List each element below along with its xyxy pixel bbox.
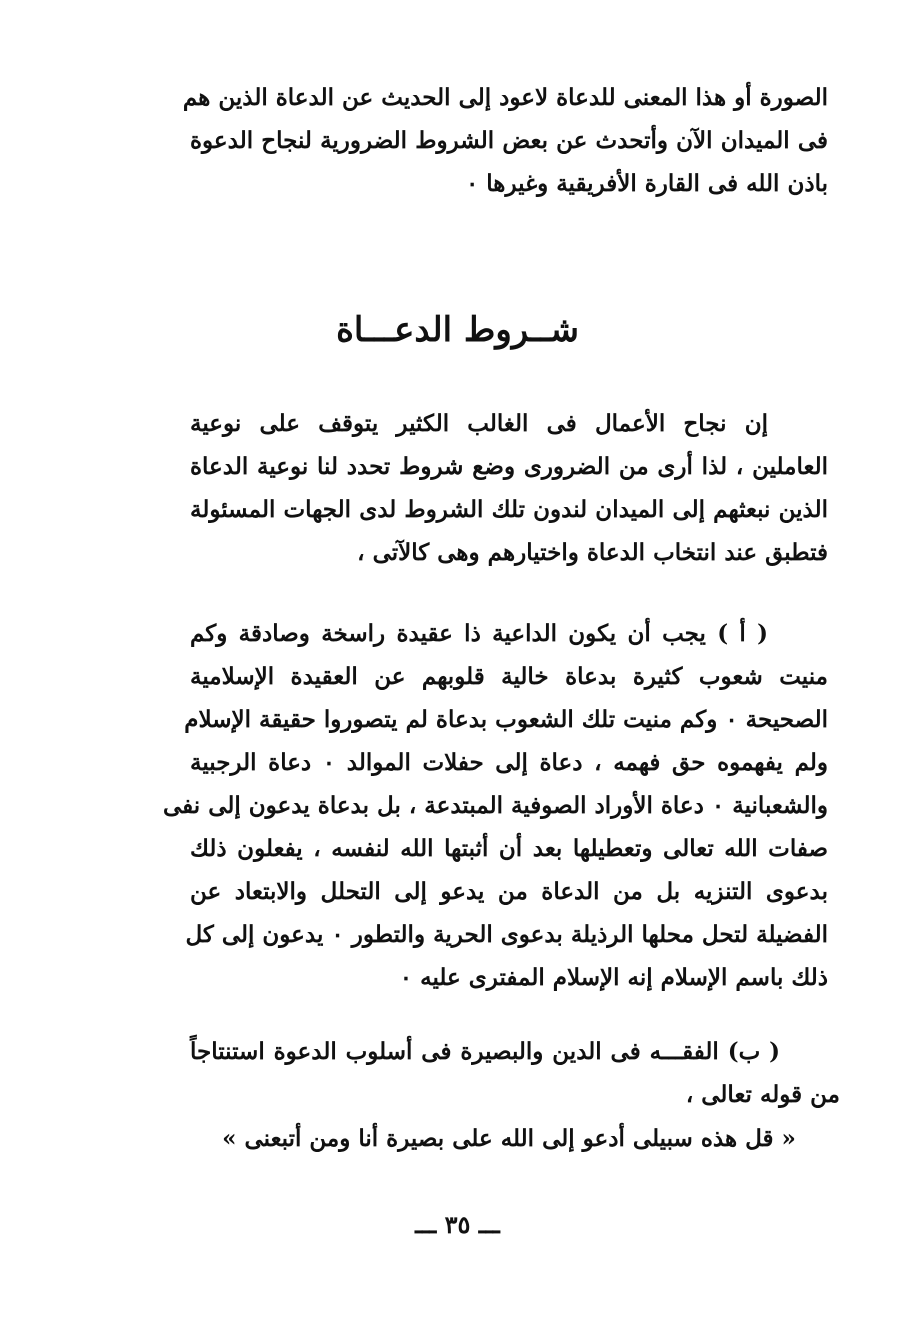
- quote-line: « قل هذه سبيلى أدعو إلى الله على بصيرة أنا ومن أتبعنى »: [222, 1125, 796, 1152]
- text-line: والشعبانية ٠ دعاة الأوراد الصوفية المبتدعة ، بل بدعاة يدعون إلى نفى: [163, 792, 828, 819]
- section-heading: شــروط الدعـــاة: [336, 310, 579, 350]
- text-line: صفات الله تعالى وتعطيلها بعد أن أثبتها الله لنفسه ، يفعلون ذلك: [190, 835, 828, 862]
- text-line: من قوله تعالى ،: [685, 1081, 840, 1108]
- page-number: ـــ ٣٥ ـــ: [415, 1210, 500, 1239]
- text-line: باذن الله فى القارة الأفريقية وغيرها ٠: [465, 170, 828, 197]
- text-line: الذين نبعثهم إلى الميدان لندون تلك الشروط لدى الجهات المسئولة: [190, 496, 828, 523]
- text-line: منيت شعوب كثيرة بدعاة خالية قلوبهم عن العقيدة الإسلامية: [190, 663, 828, 690]
- intro-paragraph: [182, 76, 828, 205]
- text-line: ( أ ) يجب أن يكون الداعية ذا عقيدة راسخة وصادقة وكم: [190, 620, 768, 647]
- text-line: ولم يفهموه حق فهمه ، دعاة إلى حفلات الموالد ٠ دعاة الرجبية: [190, 749, 828, 776]
- paragraph-condition-b: [190, 1030, 840, 1116]
- text-line: إن نجاح الأعمال فى الغالب الكثير يتوقف على نوعية: [190, 410, 768, 437]
- paragraph-condition-a: [163, 612, 828, 999]
- paragraph-conditions-intro: [190, 402, 828, 574]
- text-line: الصورة أو هذا المعنى للدعاة لاعود إلى الحديث عن الدعاة الذين هم: [182, 84, 828, 111]
- text-line: العاملين ، لذا أرى من الضرورى وضع شروط تحدد لنا نوعية الدعاة: [190, 453, 828, 480]
- text-line: ( ب) الفقـــه فى الدين والبصيرة فى أسلوب الدعوة استنتاجاً: [190, 1038, 780, 1065]
- text-line: فى الميدان الآن وأتحدث عن بعض الشروط الضرورية لنجاح الدعوة: [190, 127, 828, 154]
- text-line: بدعوى التنزيه بل من الدعاة من يدعو إلى التحلل والابتعاد عن: [190, 878, 828, 905]
- text-line: فتطبق عند انتخاب الدعاة واختيارهم وهى كالآتى ،: [357, 539, 828, 566]
- text-line: ذلك باسم الإسلام إنه الإسلام المفترى عليه ٠: [399, 964, 828, 991]
- quranic-quote: [190, 1117, 828, 1160]
- text-line: الصحيحة ٠ وكم منيت تلك الشعوب بدعاة لم يتصوروا حقيقة الإسلام: [184, 706, 828, 733]
- text-line: الفضيلة لتحل محلها الرذيلة بدعوى الحرية والتطور ٠ يدعون إلى كل: [185, 921, 828, 948]
